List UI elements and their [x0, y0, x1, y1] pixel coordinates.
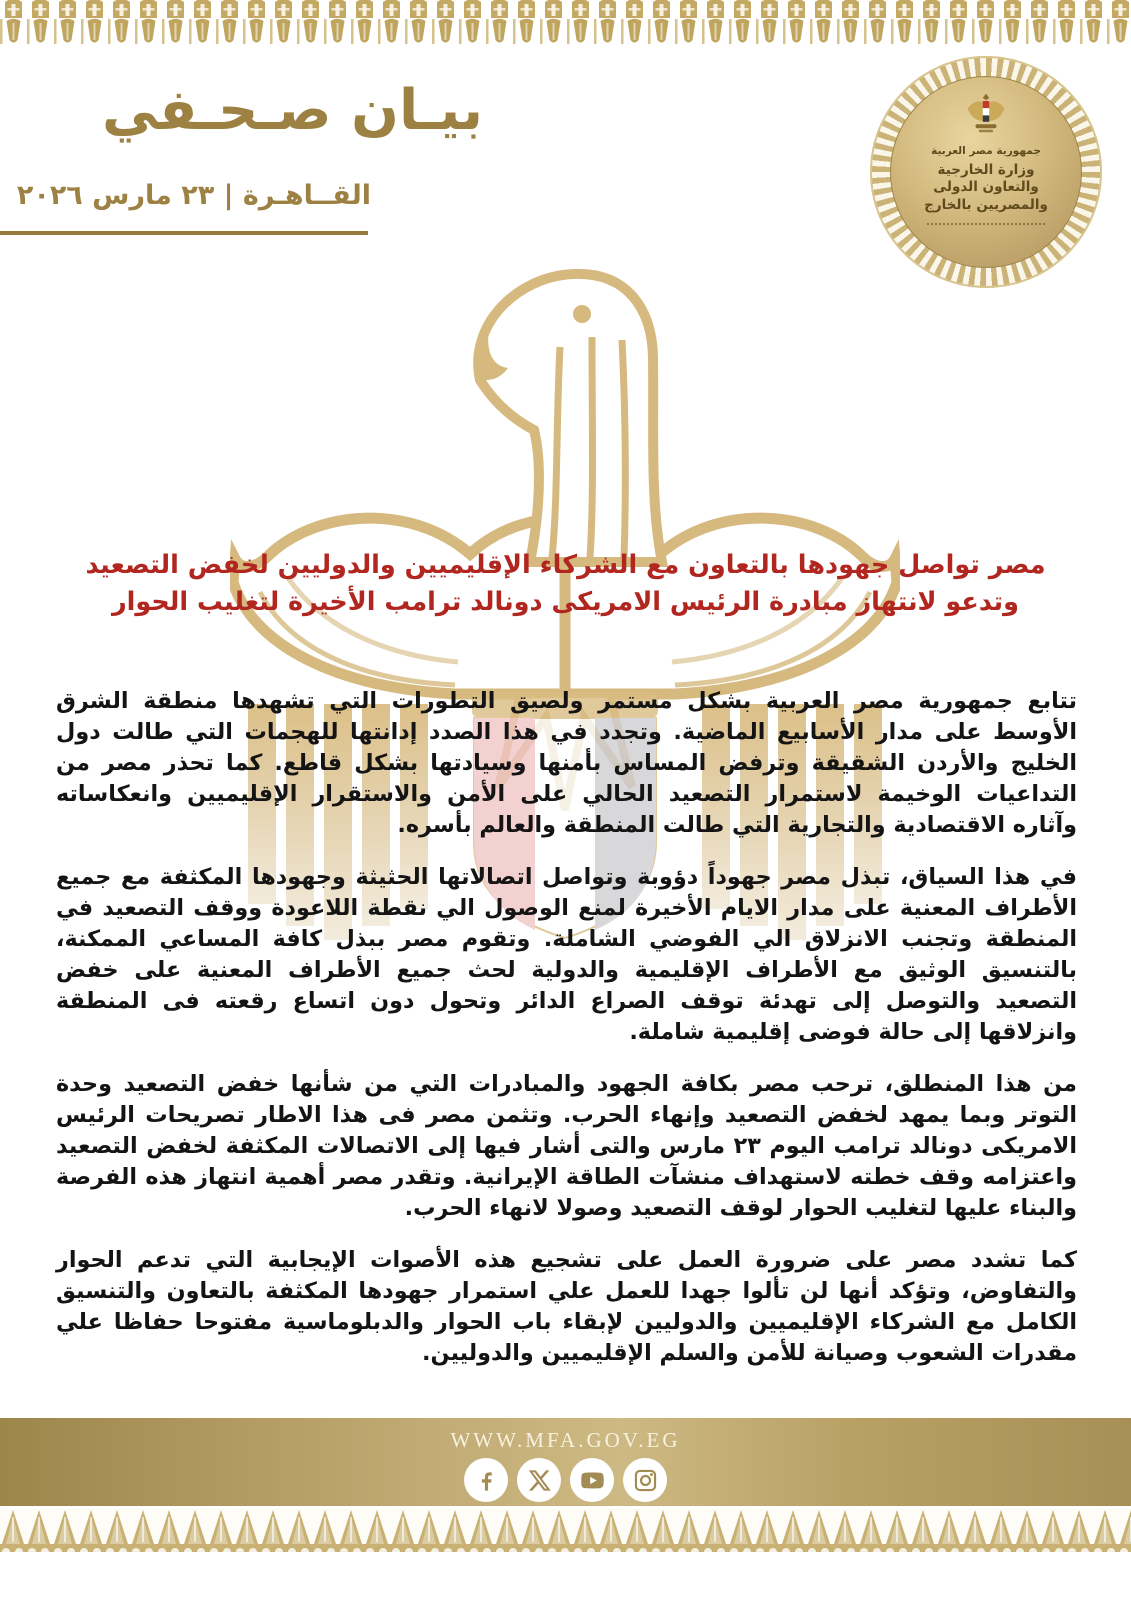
instagram-icon	[632, 1467, 659, 1494]
egypt-eagle-emblem-icon	[962, 91, 1010, 143]
body-paragraph-2: في هذا السياق، تبذل مصر جهوداً دؤوبة وتواصل اتصالاتها الحثيثة وجهودها المكثفة مع جميع الأطراف المعنية على مدار الايام الأخيرة لمنع الوصول الي نقطة اللاعودة ووقف التصعيد في المنطقة وتجنب الانزلاق الي الفوضي الشاملة. وتقوم مصر ببذل كافة المساعي الممكنة، بالتنسيق الوثيق مع الأطراف الإقليمية والدولية لحث جميع الأطراف المعنية على خفض التصعيد والتوصل إلى تهدئة توقف الصراع الدائر وتحول دون اتساع رقعته فى المنطقة وانزلاقها إلى حالة فوضى إقليمية شاملة.	[56, 864, 1077, 1045]
header-divider-rule	[0, 231, 368, 235]
ministry-seal	[870, 56, 1102, 288]
website-link[interactable]: WWW.MFA.GOV.EG	[450, 1428, 681, 1452]
document-type-title: بيـان صـحـفي	[101, 78, 483, 143]
instagram-link[interactable]	[623, 1458, 667, 1502]
ministry-seal-disc	[890, 76, 1082, 268]
body-paragraph-4: كما تشدد مصر على ضرورة العمل على تشجيع هذه الأصوات الإيجابية التي تدعم الحوار والتفاوض، وتؤكد أنها لن تألوا جهدا للعمل علي استمرار جهودها المكثفة بالتعاون والتنسيق الكامل مع الشركاء الإقليميين والدوليين لإبقاء باب الحوار والدبلوماسية مفتوحا حفاظا علي مقدرات الشعوب وصيانة للأمن والسلم الإقليميين والدوليين.	[56, 1247, 1077, 1366]
press-release-body	[56, 686, 1077, 1390]
dateline: القــاهـرة | ٢٣ مارس ٢٠٢٦	[16, 180, 371, 211]
seal-ministry-name-line2: والمصريين بالخارج	[924, 196, 1048, 213]
facebook-link[interactable]	[464, 1458, 508, 1502]
seal-ministry-name-line1: وزارة الخارجية والتعاون الدولى	[933, 162, 1039, 195]
pharaonic-border-bottom	[0, 1508, 1131, 1552]
body-paragraph-1: تتابع جمهورية مصر العربية بشكل مستمر ولصيق التطورات التي تشهدها منطقة الشرق الأوسط على مدار الأسابيع الماضية. وتجدد في هذا الصدد إدانتها للهجمات التي طالت دول الخليج والأردن الشقيقة وترفض المساس بأمنها وسيادتها بشكل قاطع. كما تحذر مصر من التداعيات الوخيمة لاستمرار التصعيد الحالي على الأمن والاستقرار الإقليميين وانعكاساته وآثاره الاقتصادية والتجارية التي طالت المنطقة والعالم بأسره.	[56, 688, 1077, 838]
youtube-icon	[579, 1467, 606, 1494]
seal-country-name: جمهورية مصر العربية	[931, 145, 1041, 157]
x-twitter-icon	[526, 1467, 553, 1494]
social-links	[464, 1458, 667, 1502]
body-paragraph-3: من هذا المنطلق، ترحب مصر بكافة الجهود والمبادرات التي من شأنها خفض التصعيد وحدة التوتر وبما يمهد لخفض التصعيد وإنهاء الحرب. وتثمن مصر فى هذا الاطار تصريحات الرئيس الامريكى دونالد ترامب اليوم ٢٣ مارس والتى أشار فيها إلى الاتصالات المكثفة لخفض التصعيد واعتزامه وقف خطته لاستهداف منشآت الطاقة الإيرانية. وتقدر مصر أهمية انتهاز هذه الفرصة والبناء عليها لتغليب الحوار لوقف التصعيد وصولا لانهاء الحرب.	[56, 1071, 1077, 1221]
seal-microtext-line	[927, 223, 1045, 225]
facebook-icon	[473, 1467, 500, 1494]
press-release-headline: مصر تواصل جهودها بالتعاون مع الشركاء الإقليميين والدوليين لخفض التصعيد وتدعو لانتهاز مبادرة الرئيس الامريكى دونالد ترامب الأخيرة لتغليب الحوار	[85, 550, 1046, 617]
youtube-link[interactable]	[570, 1458, 614, 1502]
footer-band	[0, 1418, 1131, 1506]
x-twitter-link[interactable]	[517, 1458, 561, 1502]
pharaonic-border-top	[0, 0, 1131, 46]
